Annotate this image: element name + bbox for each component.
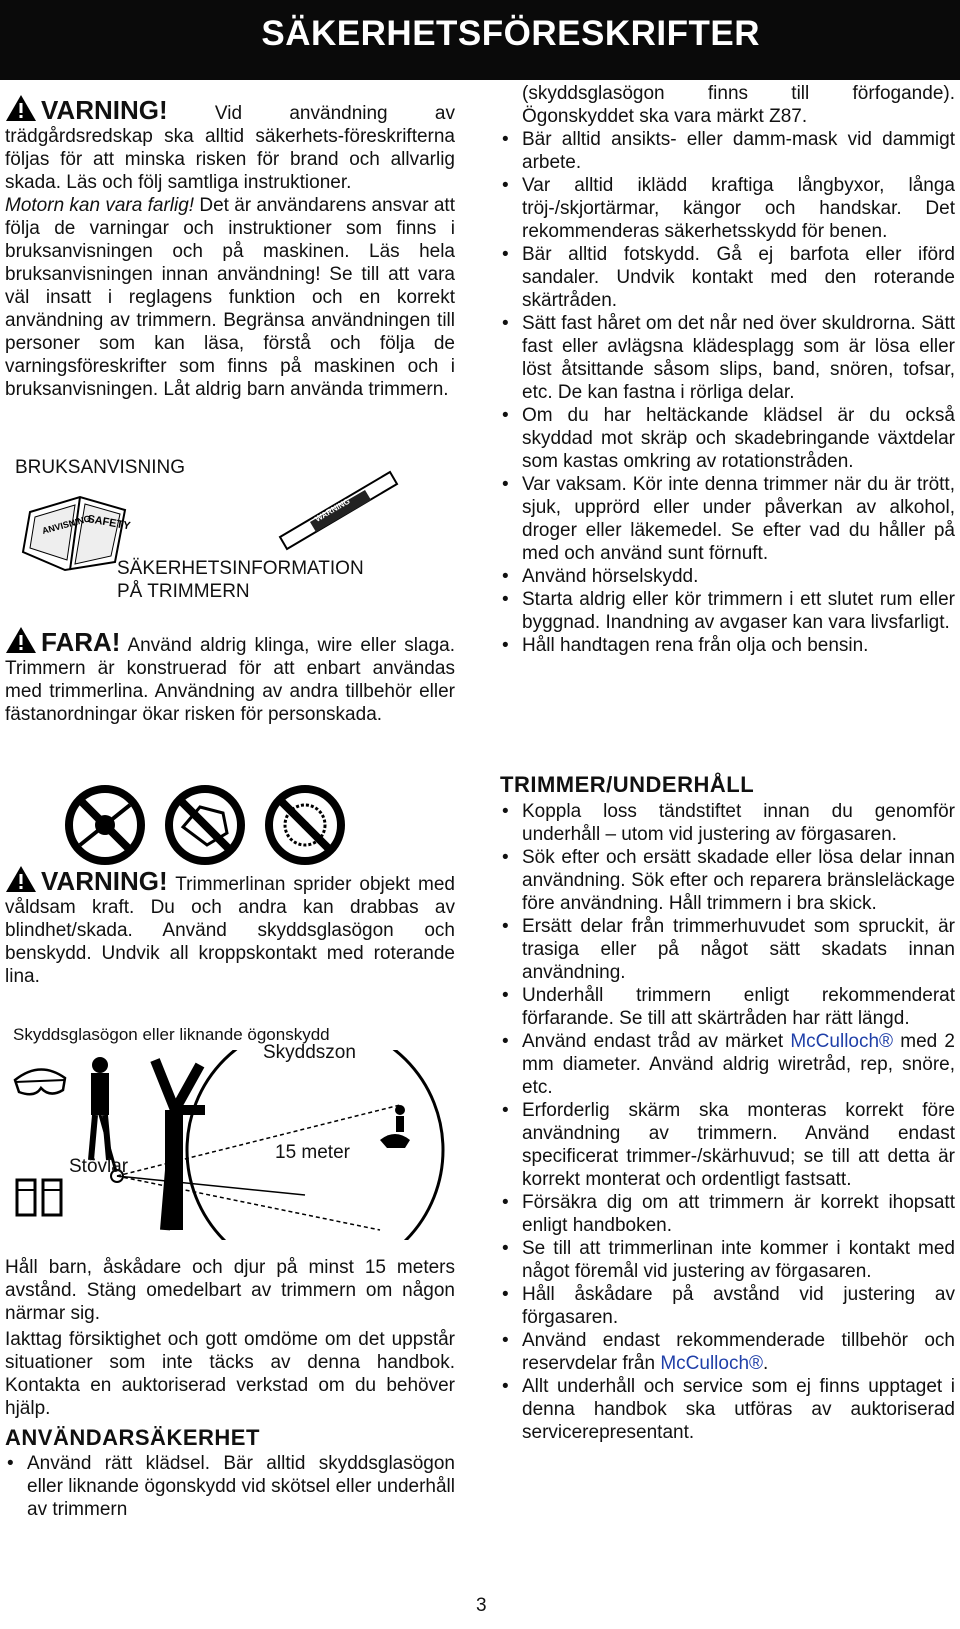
list-item: • Koppla loss tändstiftet innan du genomför underhåll – utom vid justering av förgasaren.: [500, 800, 955, 846]
eye-protection-label: Skyddsglasögon eller liknande ögonskydd: [13, 1025, 330, 1044]
svg-text:SAFETY: SAFETY: [86, 513, 132, 533]
maintenance-heading: TRIMMER/UNDERHÅLL: [500, 772, 755, 797]
list-item: • Håll åskådare på avstånd vid justering av förgasaren.: [500, 1283, 955, 1329]
list-item: • Ersätt delar från trimmerhuvudet som spruckit, är trasiga eller på något sätt skadats innan användning.: [500, 915, 955, 984]
decal-label: [117, 557, 364, 603]
caution-paragraph: Iakttag försiktighet och gott omdöme om det uppstår situationer som inte täcks av denna handbok. Kontakta en auktoriserad verkstad om du behöver hjälp.: [5, 1329, 455, 1419]
open-book-icon: [23, 497, 132, 570]
trimmer-shaft-decal-icon: [280, 472, 397, 549]
list-item: [500, 1329, 955, 1375]
warning-triangle-icon: [5, 865, 37, 893]
list-item: • Allt underhåll och service som ej finns upptaget i denna handbok ska utföras av auktoriserad servicerepresentant.: [500, 1375, 955, 1444]
list-item: • Försäkra dig om att trimmern är korrekt ihopsatt enligt handboken.: [500, 1191, 955, 1237]
warning-text: Vid användning av trädgårdsredskap ska alltid säkerhets-föreskrifterna följas för att minska risken för brand och allvarlig skada. Läs och följ samtliga instruktioner.: [5, 103, 455, 193]
warning-triangle-icon: [5, 94, 37, 122]
no-flail-icon: [69, 789, 141, 861]
warning-heading: VARNING!: [41, 95, 168, 125]
warning-text: Trimmerlinan sprider objekt med våldsam kraft. Du och andra kan drabbas av blindhet/skada. Använd skyddsglasögon och benskydd. Undvik all kroppskontakt med roterande lina.: [5, 874, 455, 987]
list-item: • Se till att trimmerlinan inte kommer i kontakt med något föremål vid justering av förgasaren.: [500, 1237, 955, 1283]
list-item: • Sök efter och ersätt skadade eller lösa delar innan användning. Sök efter och reparera bränsleläckage före användning. Håll trimmern i bra skick.: [500, 846, 955, 915]
distance-label: 15 meter: [275, 1142, 350, 1163]
list-item: [500, 1030, 955, 1099]
warning-block-2: [5, 865, 455, 988]
warning-text-2: Det är användarens ansvar att följa de varningar och instruktioner som finns i bruksanvisningen och på maskinen. Läs hela bruksanvisningen innan användning! Se till att vara väl insatt i reglagens funktion och en korrekt användning av trimmern. Begränsa användningen till personer som kan läsa, förstå och följa de varningsföreskrifter som finns på maskinen och i bruksanvisningen. Låt aldrig barn använda trimmern.: [5, 195, 455, 400]
list-item: • Om du har heltäckande klädsel är du också skyddad mot skräp och skadebringande växtdelar som kastas omkring av rotationstråden.: [500, 404, 955, 473]
no-saw-blade-icon: [269, 789, 341, 861]
decal-label-line-1: SÄKERHETSINFORMATION: [117, 558, 364, 579]
list-item-text: med 2 mm diameter. Använd aldrig wiretråd, rep, snöre, etc.: [522, 1031, 955, 1098]
danger-text: Använd aldrig klinga, wire eller slaga. Trimmern är konstruerad för att enbart användas med trimmerlina. Användning av andra tillbehör eller fästanordningar ökar risken för personskada.: [5, 635, 455, 725]
warning-heading: VARNING!: [41, 866, 168, 896]
list-item: • Erforderlig skärm ska monteras korrekt före användning av trimmern. Använd endast specificerat trimmer-/skärhuvud; se till att detta är korrekt monterat och ordentligt fastsatt.: [500, 1099, 955, 1191]
bystander-icon: [380, 1105, 410, 1148]
boots-icon: [17, 1180, 61, 1215]
list-item: • Sätt fast håret om det når ned över skuldrorna. Sätt fast eller avlägsna klädesplagg som är lösa eller löst åtsittande såsom slips, band, snören, tofsar, etc. De kan fastna i rörliga delar.: [500, 312, 955, 404]
keep-distance-paragraph: Håll barn, åskådare och djur på minst 15 meters avstånd. Stäng omedelbart av trimmern om någon närmar sig.: [5, 1257, 455, 1324]
list-item: • Håll handtagen rena från olja och bensin.: [500, 634, 955, 657]
brand-name: McCulloch®: [660, 1353, 764, 1374]
page-title: SÄKERHETSFÖRESKRIFTER: [261, 14, 760, 53]
manual-label: BRUKSANVISNING: [15, 457, 185, 478]
safety-zone-illustration: [5, 1050, 455, 1240]
list-item: • Använd hörselskydd.: [500, 565, 955, 588]
user-safety-heading: ANVÄNDARSÄKERHET: [5, 1425, 260, 1450]
brand-name: McCulloch®: [790, 1031, 894, 1052]
svg-text:ANVISNING: ANVISNING: [40, 513, 92, 536]
continuation-text: (skyddsglasögon finns till förfogande). Ögonskyddet ska vara märkt Z87.: [522, 83, 955, 127]
clothing-list: [500, 128, 955, 657]
safety-zone-label: Skyddszon: [263, 1042, 356, 1063]
list-item: • Var vaksam. Kör inte denna trimmer när du är trött, sjuk, upprörd eller under påverkan av alkohol, droger eller läkemedel. Se efter vad du håller på med och använd sunt förnuft.: [500, 473, 955, 565]
svg-text:WARNING: WARNING: [313, 496, 352, 524]
header-bar: [0, 0, 960, 80]
decal-label-line-2: PÅ TRIMMERN: [117, 581, 250, 602]
list-item-text: Använd endast tråd av märket: [522, 1031, 791, 1052]
safety-glasses-icon: [15, 1069, 65, 1094]
boots-label: Stövlar: [69, 1156, 129, 1177]
tree-icon: [155, 1060, 205, 1230]
danger-block: [5, 626, 455, 726]
page-number: 3: [476, 1595, 487, 1616]
engine-danger-text: Motorn kan vara farlig!: [5, 195, 195, 216]
list-item-text: Använd endast rekommenderade tillbehör och reservdelar från: [522, 1330, 955, 1374]
list-item: • Använd rätt klädsel. Bär alltid skyddsglasögon eller liknande ögonskydd vid skötsel eller underhåll av trimmern: [5, 1452, 455, 1521]
prohibited-attachments-figure: [35, 785, 365, 865]
no-blade-icon: [169, 789, 241, 861]
list-item: • Bär alltid ansikts- eller damm-mask vid dammigt arbete.: [500, 128, 955, 174]
danger-heading: FARA!: [41, 627, 121, 657]
safety-zone-figure: [5, 1020, 455, 1240]
list-item: • Bär alltid fotskydd. Gå ej barfota eller iförd sandaler. Undvik kontakt med den roterande skärtråden.: [500, 243, 955, 312]
list-item: • Underhåll trimmern enligt rekommenderat förfarande. Se till att skärtråden har rätt längd.: [500, 984, 955, 1030]
manual-figure: [5, 452, 455, 602]
user-safety-list: [5, 1452, 455, 1521]
warning-block-1: [5, 94, 455, 401]
list-item: • Starta aldrig eller kör trimmern i ett slutet rum eller byggnad. Inandning av avgaser kan vara livsfarligt.: [500, 588, 955, 634]
maintenance-list: [500, 800, 955, 1444]
list-item-text: .: [763, 1353, 769, 1374]
list-item: • Var alltid iklädd kraftiga långbyxor, långa tröj-/skjortärmar, kängor och handskar. Det rekommenderas säkerhetsskydd för benen.: [500, 174, 955, 243]
warning-triangle-icon: [5, 626, 37, 654]
